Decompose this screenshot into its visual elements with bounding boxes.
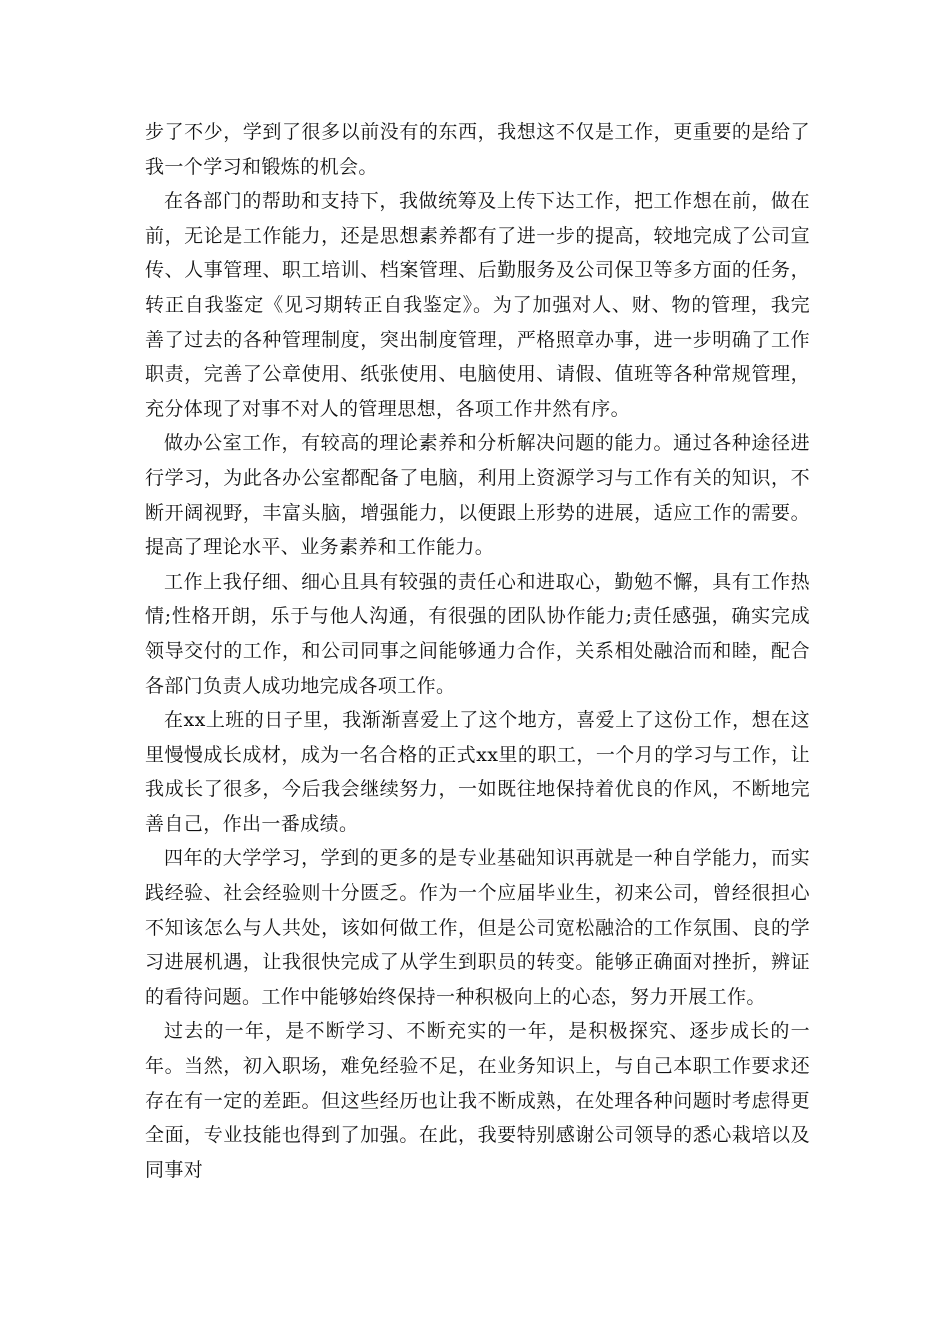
paragraph-5: 在xx上班的日子里，我渐渐喜爱上了这个地方，喜爱上了这份工作，想在这里慢慢成长成材，成为一名合格的正式xx里的职工，一个月的学习与工作，让我成长了很多，今后我会继续努力，一如既往地保持着优良的作风，不断地完善自己，作出一番成绩。 [145, 709, 810, 835]
paragraph-1: 步了不少，学到了很多以前没有的东西，我想这不仅是工作，更重要的是给了我一个学习和锻炼的机会。 [145, 121, 810, 178]
paragraph-2: 在各部门的帮助和支持下，我做统筹及上传下达工作，把工作想在前，做在前，无论是工作能力，还是思想素养都有了进一步的提高，较地完成了公司宣传、人事管理、职工培训、档案管理、后勤服务及公司保卫等多方面的任务，转正自我鉴定《见习期转正自我鉴定》。为了加强对人、财、物的管理，我完善了过去的各种管理制度，突出制度管理，严格照章办事，进一步明确了工作职责，完善了公章使用、纸张使用、电脑使用、请假、值班等各种常规管理，充分体现了对事不对人的管理思想，各项工作井然有序。 [145, 190, 810, 420]
paragraph-7: 过去的一年，是不断学习、不断充实的一年，是积极探究、逐步成长的一年。当然，初入职场，难免经验不足，在业务知识上，与自己本职工作要求还存在有一定的差距。但这些经历也让我不断成熟，在处理各种问题时考虑得更全面，专业技能也得到了加强。在此，我要特别感谢公司领导的悉心栽培以及同事对 [145, 1020, 810, 1181]
paragraph-6: 四年的大学学习，学到的更多的是专业基础知识再就是一种自学能力，而实践经验、社会经验则十分匮乏。作为一个应届毕业生，初来公司，曾经很担心不知该怎么与人共处，该如何做工作，但是公司宽松融洽的工作氛围、良的学习进展机遇，让我很快完成了从学生到职员的转变。能够正确面对挫折，辨证的看待问题。工作中能够始终保持一种积极向上的心态，努力开展工作。 [145, 847, 810, 1008]
paragraph-4: 工作上我仔细、细心且具有较强的责任心和进取心，勤勉不懈，具有工作热情;性格开朗，乐于与他人沟通，有很强的团队协作能力;责任感强，确实完成领导交付的工作，和公司同事之间能够通力合作，关系相处融洽而和睦，配合各部门负责人成功地完成各项工作。 [145, 570, 810, 697]
document-body [145, 115, 810, 1187]
paragraph-3: 做办公室工作，有较高的理论素养和分析解决问题的能力。通过各种途径进行学习，为此各办公室都配备了电脑，利用上资源学习与工作有关的知识，不断开阔视野，丰富头脑，增强能力，以便跟上形势的进展，适应工作的需要。提高了理论水平、业务素养和工作能力。 [145, 432, 810, 559]
